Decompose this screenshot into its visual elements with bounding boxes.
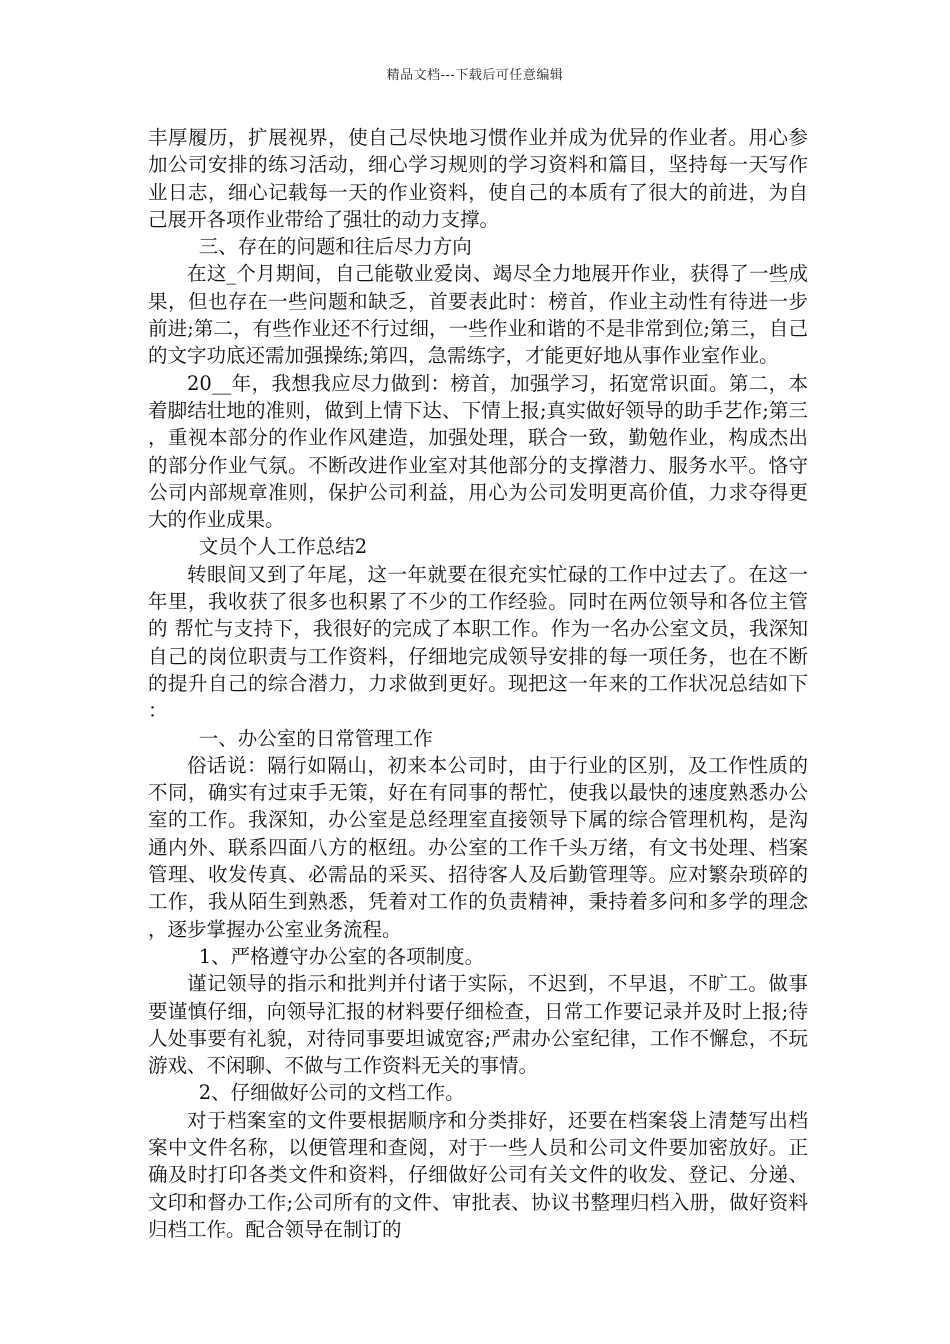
page-header: 精品文档---下载后可任意编辑 — [386, 68, 564, 83]
paragraph-continuation: 丰厚履历，扩展视界，使自己尽快地习惯作业并成为优异的作业者。用心参加公司安排的练习活动，细心学习规则的学习资料和篇目，坚持每一天写作业日志，细心记载每一天的作业资料，使自己的本质有了很大的前进，为自己展开各项作业带给了强壮的动力支撑。 — [148, 126, 808, 231]
subheading-office-rules: 1、严格遵守办公室的各项制度。 — [198, 944, 485, 968]
paragraph-intro: 转眼间又到了年尾，这一年就要在很充实忙碌的工作中过去了。在这一年里，我收获了很多也积累了不少的工作经验。同时在两位领导和各位主管的 帮忙与支持下，我很好的完成了本职工作。作为一名办公室文员，我深知自己的岗位职责与工作资料，仔细地完成领导安排的每一项任务，也在不断的提升自己的综合潜力，力求做到更好。现把这一年来的工作状况总结如下： — [148, 562, 808, 723]
document-body — [148, 124, 808, 1243]
paragraph-office-rules: 谨记领导的指示和批判并付诸于实际，不迟到，不早退，不旷工。做事要谨慎仔细，向领导汇报的材料要仔细检查，日常工作要记录并及时上报;待人处事要有礼貌，对待同事要坦诚宽容;严肃办公室纪律，工作不懈怠，不玩游戏、不闲聊、不做与工作资料无关的事情。 — [148, 972, 808, 1078]
section-heading-problems: 三、存在的问题和往后尽力方向 — [198, 235, 472, 259]
paragraph-document-work: 对于档案室的文件要根据顺序和分类排好，还要在档案袋上清楚写出档案中文件名称，以便管理和查阅，对于一些人员和公司文件要加密放好。正确及时打印各类文件和资料，仔细做好公司有关文件的收发、登记、分递、文印和督办工作;公司所有的文件、审批表、协议书整理归档入册，做好资料归档工作。配合领导在制订的 — [148, 1108, 808, 1241]
paragraph-plans: 20__年，我想我应尽力做到：榜首，加强学习，拓宽常识面。第二，本着脚结壮地的准则，做到上情下达、下情上报;真实做好领导的助手艺作;第三，重视本部分的作业作风建造，加强处理，联合一致，勤勉作业，构成杰出的部分作业气氛。不断改进作业室对其他部分的支撑潜力、服务水平。恪守公司内部规章准则，保护公司利益，用心为公司发明更高价值，力求夺得更大的作业成果。 — [148, 371, 808, 532]
subheading-document-work: 2、仔细做好公司的文档工作。 — [198, 1081, 465, 1105]
paragraph-problems: 在这_个月期间，自己能敬业爱岗、竭尽全力地展开作业，获得了一些成果，但也存在一些问题和缺乏，首要表此时：榜首，作业主动性有待进一步前进;第二，有些作业还不行过细，一些作业和谐的不是非常到位;第三，自己的文字功底还需加强操练;第四，急需练字，才能更好地从事作业室作业。 — [148, 262, 808, 368]
section-heading-office-management: 一、办公室的日常管理工作 — [198, 726, 433, 750]
document-title-summary-2: 文员个人工作总结2 — [198, 535, 368, 559]
paragraph-office-management: 俗话说：隔行如隔山，初来本公司时，由于行业的区别，及工作性质的不同，确实有过束手无策，好在有同事的帮忙，使我以最快的速度熟悉办公室的工作。我深知，办公室是总经理室直接领导下属的综合管理机构，是沟通内外、联系四面八方的枢纽。办公室的工作千头万绪，有文书处理、档案管理、收发传真、必需品的采买、招待客人及后勤管理等。应对繁杂琐碎的工作，我从陌生到熟悉，凭着对工作的负责精神，秉持着多问和多学的理念，逐步掌握办公室业务流程。 — [148, 753, 808, 941]
